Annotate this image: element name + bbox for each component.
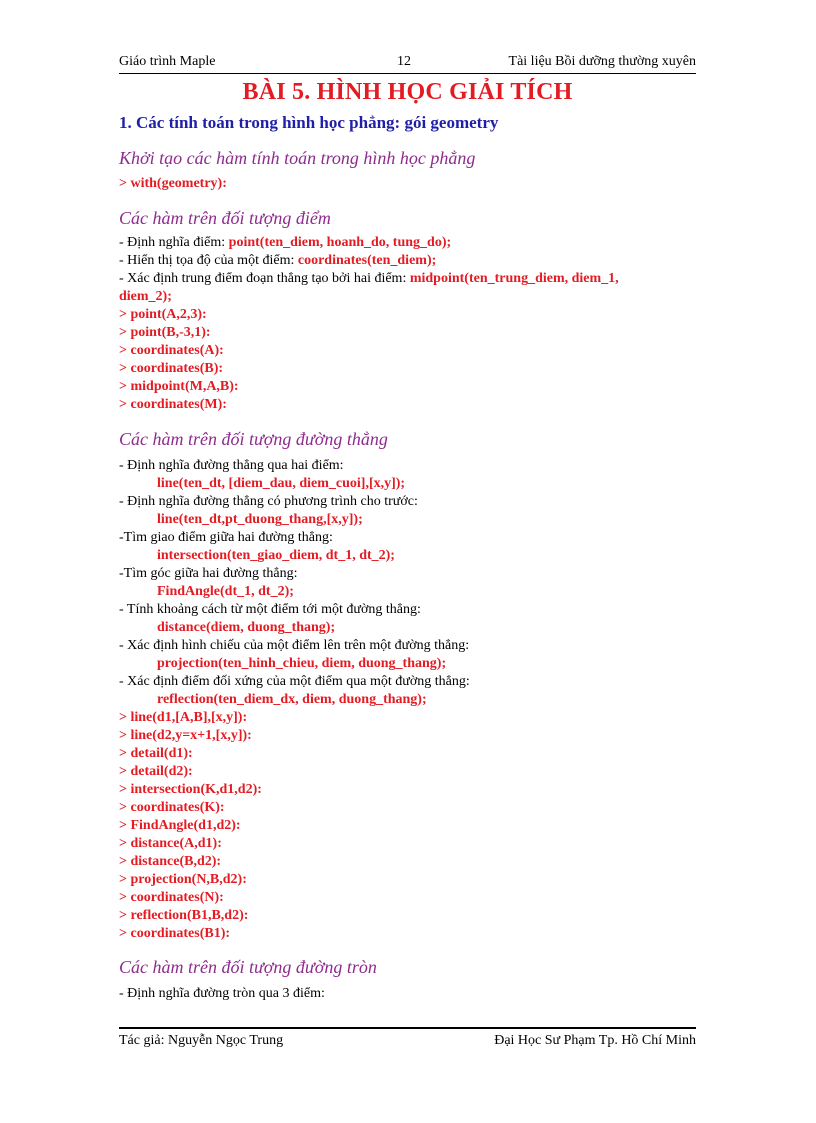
def-code: point(ten_diem, hoanh_do, tung_do); [228, 235, 452, 250]
header-left: Giáo trình Maple [119, 54, 216, 69]
point-def-3-cont: diem_2); [119, 289, 172, 304]
line-def-text: - Xác định hình chiếu của một điểm lên trên một đường thẳng: [119, 638, 470, 653]
point-def-1 [119, 234, 696, 252]
point-heading: Các hàm trên đối tượng điểm [119, 208, 331, 228]
point-def-3 [119, 270, 696, 288]
def-text: - Xác định trung điểm đoạn thẳng tạo bởi hai điểm: [119, 271, 410, 286]
command-line: > coordinates(A): [119, 343, 224, 358]
def-text: - Định nghĩa điểm: [119, 235, 229, 250]
page-number: 12 [397, 54, 411, 69]
line-def-code: projection(ten_hinh_chieu, diem, duong_thang); [157, 656, 447, 671]
line-def-text: - Định nghĩa đường thẳng có phương trình cho trước: [119, 494, 418, 509]
def-text: - Hiển thị tọa độ của một điểm: [119, 253, 298, 268]
init-block [119, 175, 696, 193]
def-code: coordinates(ten_diem); [297, 253, 437, 268]
line-def-text: - Xác định điểm đối xứng của một điểm qua một đường thẳng: [119, 674, 470, 689]
circle-heading: Các hàm trên đối tượng đường tròn [119, 957, 377, 977]
line-def-text: -Tìm giao điểm giữa hai đường thẳng: [119, 530, 333, 545]
lesson-title: BÀI 5. HÌNH HỌC GIẢI TÍCH [242, 79, 573, 105]
circle-block [119, 985, 696, 1003]
command-line: > distance(B,d2): [119, 854, 222, 869]
command-line: > line(d1,[A,B],[x,y]): [119, 710, 248, 725]
command-line: > projection(N,B,d2): [119, 872, 247, 887]
section-heading: 1. Các tính toán trong hình học phẳng: gói geometry [119, 113, 499, 132]
command-line: > coordinates(B): [119, 361, 224, 376]
line-def-code: line(ten_dt,pt_duong_thang,[x,y]); [157, 512, 363, 527]
line-def-code: intersection(ten_giao_diem, dt_1, dt_2); [157, 548, 395, 563]
command-line: > coordinates(B1): [119, 926, 231, 941]
point-block [119, 234, 696, 414]
line-heading: Các hàm trên đối tượng đường thẳng [119, 429, 388, 449]
command-line: > coordinates(N): [119, 890, 224, 905]
line-def-text: - Tính khoảng cách từ một điểm tới một đường thẳng: [119, 602, 421, 617]
line-def-text: - Định nghĩa đường thẳng qua hai điểm: [119, 458, 344, 473]
page-footer [119, 1033, 696, 1053]
command-line: > intersection(K,d1,d2): [119, 782, 262, 797]
header-rule [119, 73, 696, 74]
line-block [119, 457, 696, 943]
def-code: midpoint(ten_trung_diem, diem_1, [409, 271, 619, 286]
init-heading: Khởi tạo các hàm tính toán trong hình học phẳng [119, 148, 476, 168]
footer-right: Đại Học Sư Phạm Tp. Hồ Chí Minh [494, 1033, 696, 1048]
init-command: > with(geometry): [119, 176, 227, 191]
header-right: Tài liệu Bồi dưỡng thường xuyên [508, 54, 696, 69]
command-line: > midpoint(M,A,B): [119, 379, 239, 394]
command-line: > detail(d1): [119, 746, 193, 761]
line-def-code: line(ten_dt, [diem_dau, diem_cuoi],[x,y]); [157, 476, 406, 491]
line-def-text: -Tìm góc giữa hai đường thẳng: [119, 566, 298, 581]
footer-rule [119, 1027, 696, 1029]
line-def-code: reflection(ten_diem_dx, diem, duong_thang); [157, 692, 427, 707]
footer-left: Tác giả: Nguyễn Ngọc Trung [119, 1033, 284, 1048]
command-line: > detail(d2): [119, 764, 193, 779]
command-line: > coordinates(M): [119, 397, 227, 412]
line-def-code: FindAngle(dt_1, dt_2); [157, 584, 294, 599]
command-line: > line(d2,y=x+1,[x,y]): [119, 728, 252, 743]
command-line: > coordinates(K): [119, 800, 225, 815]
command-line: > point(B,-3,1): [119, 325, 211, 340]
line-def-code: distance(diem, duong_thang); [157, 620, 336, 635]
page-header [119, 52, 696, 72]
point-def-2 [119, 252, 696, 270]
command-line: > reflection(B1,B,d2): [119, 908, 249, 923]
command-line: > point(A,2,3): [119, 307, 207, 322]
command-line: > distance(A,d1): [119, 836, 222, 851]
command-line: > FindAngle(d1,d2): [119, 818, 241, 833]
circle-def-text: - Định nghĩa đường tròn qua 3 điểm: [119, 986, 325, 1001]
